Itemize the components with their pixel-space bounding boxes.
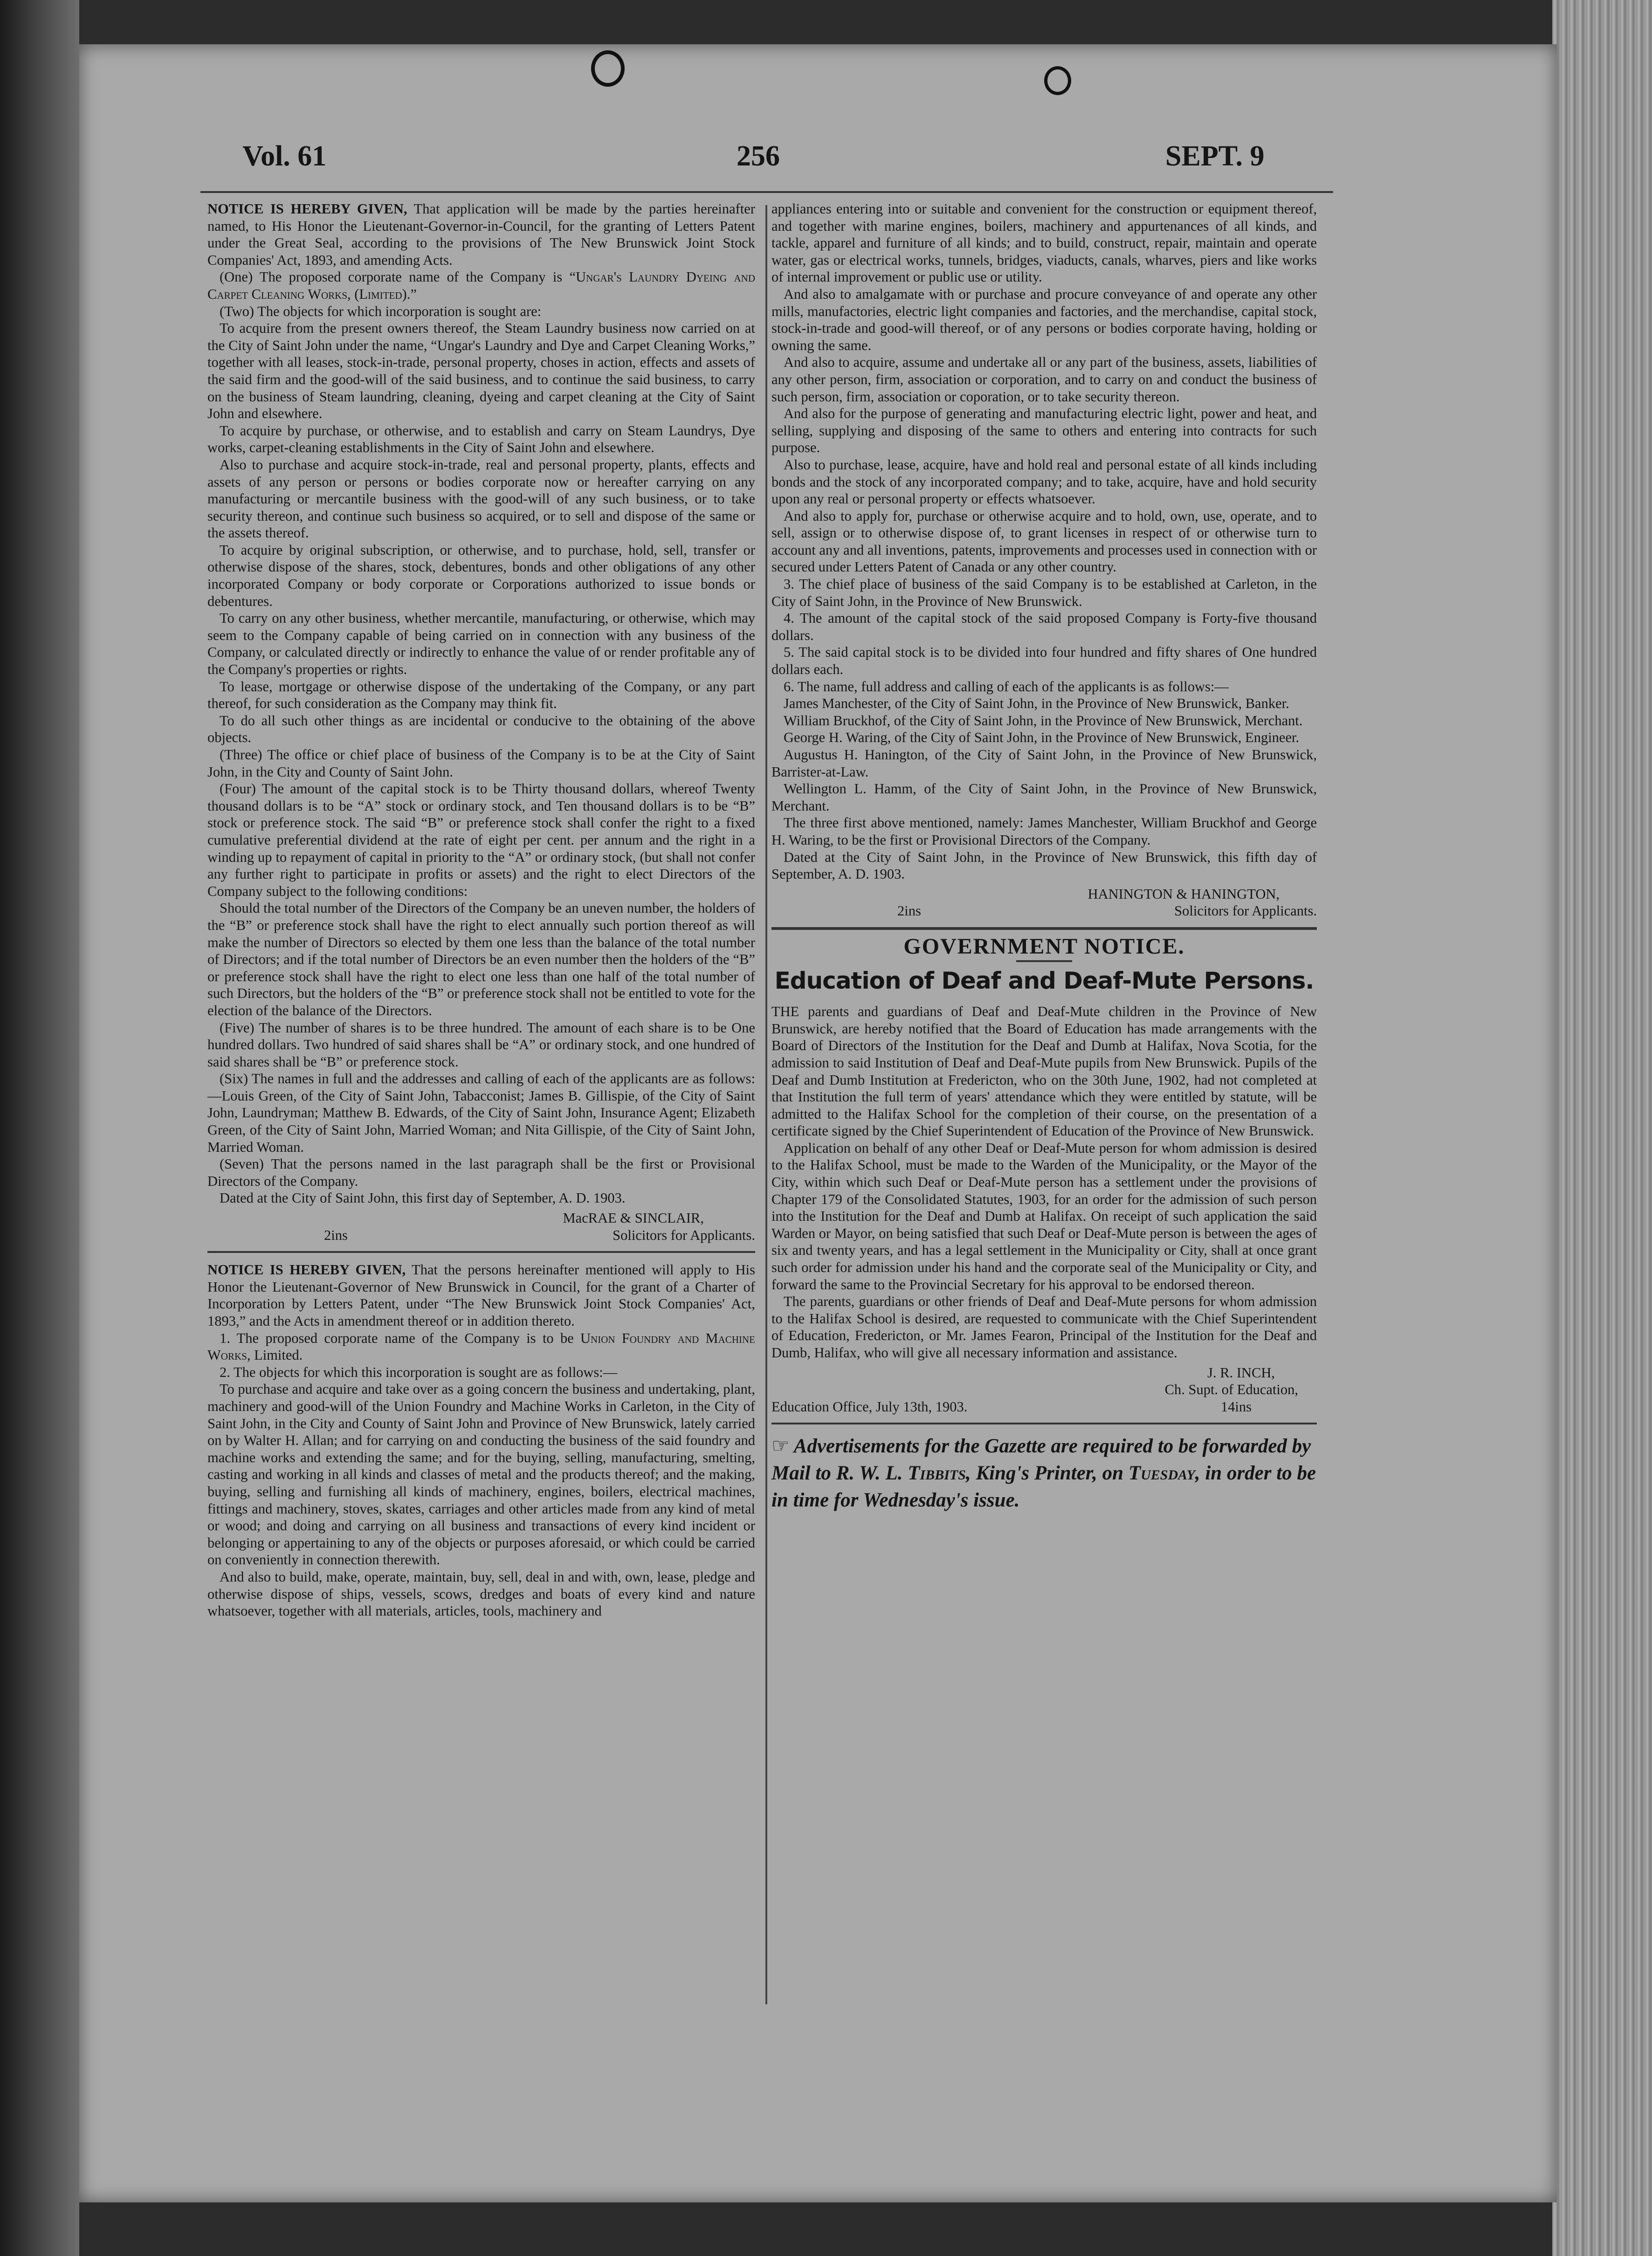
issue-date: SEPT. 9 bbox=[1165, 140, 1265, 172]
clause-three: (Three) The office or chief place of business of the Company is to be at the City of Saint John, in the City and County of Saint John. bbox=[207, 747, 755, 780]
scan-edge-left bbox=[0, 0, 79, 2256]
applicant-entry: Wellington L. Hamm, of the City of Saint John, in the Province of New Brunswick, Merchant. bbox=[771, 781, 1317, 814]
left-column bbox=[207, 200, 755, 1620]
continued-paragraph: And also to amalgamate with or purchase and procure conveyance of and operate any other mills, manufactories, electric light companies and factories, and the merchandise, capital stock, stock-in-trade and good-will thereof, or of any persons or bodies corporate having, holding or owning the same. bbox=[771, 286, 1317, 353]
continued-paragraph: And also to apply for, purchase or otherwise acquire and to hold, own, use, operate, and to sell, assign or to otherwise dispose of, to grant licenses in respect of or otherwise turn to account any and all inventions, patents, improvements and processes used in connection with or secured under Letters Patent of Canada or any other country. bbox=[771, 508, 1317, 575]
printer-name: R. W. L. Tibbits bbox=[836, 1462, 966, 1485]
page-header bbox=[154, 140, 1291, 191]
signer-role: Solicitors for Applicants. bbox=[613, 1227, 755, 1243]
clause-four-conditions: Should the total number of the Directors of the Company be an uneven number, the holders of the “B” or preference stock shall have the right to elect annually such portion thereof as will make the number of Directors so elected by them one less than the balance of the total number of Directors; and if the total number of Directors be an even number then the holders of the “B” or preference stock shall have the right to elect one less than one half of the total number of such Directors, but the holders of the “B” or preference stock shall not be entitled to vote for the election of the balance of the Directors. bbox=[207, 900, 755, 1018]
dated-line: Dated at the City of Saint John, in the Province of New Brunswick, this fifth day of September, A. D. 1903. bbox=[771, 849, 1317, 882]
union-object-1: To purchase and acquire and take over as a going concern the business and undertaking, plant, machinery and good-will of the Union Foundry and Machine Works in Carleton, in the City of Saint John, in the City and County of Saint John and Province of New Brunswick, lately carried on by Walter H. Allan; and for carrying on and conducting the business of the said foundry and machine works and extending the same; and for the buying, selling, manufacturing, smelting, casting and working in all kinds and classes of metal and the products thereof; and the making, buying, selling and furnishing all kinds of machinery, engines, boilers, electrical machines, fittings and machinery, stoves, skates, carriages and other articles made from any kind of metal or wood; and doing and carrying on all business and transactions of every kind incident or belonging or appertaining to any of the objects or purposes aforesaid, or which could be carried on conveniently in connection therewith. bbox=[207, 1381, 755, 1568]
education-notice-title: Education of Deaf and Deaf-Mute Persons. bbox=[774, 967, 1314, 994]
binding-ring-left bbox=[591, 50, 625, 87]
union-item-4: 4. The amount of the capital stock of the said proposed Company is Forty-five thousand dollars. bbox=[771, 610, 1317, 643]
union-object-2: And also to build, make, operate, maintain, buy, sell, deal in and with, own, lease, pledge and otherwise dispose of ships, vessels, scows, dredges and boats of every kind and nature whatsoever, together with all materials, articles, tools, machinery and bbox=[207, 1568, 755, 1619]
object-item: To carry on any other business, whether mercantile, manufacturing, or otherwise, which may seem to the Company capable of being carried on in connection with any business of the Company, or calculated directly or indirectly to enhance the value of or render profitable any of the Company's properties or rights. bbox=[207, 610, 755, 678]
union-item-5: 5. The said capital stock is to be divided into four hundred and fifty shares of One hundred dollars each. bbox=[771, 644, 1317, 678]
notice-lead: NOTICE IS HEREBY GIVEN, bbox=[207, 1262, 406, 1278]
section-separator bbox=[771, 927, 1317, 930]
signature-block bbox=[771, 886, 1317, 920]
signature-block bbox=[207, 1210, 755, 1244]
object-item: Also to purchase and acquire stock-in-trade, real and personal property, plants, effects and assets of any person or persons or bodies corporate now or hereafter carrying on any manufacturing or mercantile business with the good-will of any such business, or to take security thereon, and continue such business so acquired, or to sell and dispose of the same or the assets thereof. bbox=[207, 456, 755, 541]
applicant-entry: George H. Waring, of the City of Saint John, in the Province of New Brunswick, Engineer. bbox=[784, 729, 1300, 746]
notice-union-intro: NOTICE IS HEREBY GIVEN, That the persons hereinafter mentioned will apply to His Honor the Lieutenant-Governor of New Brunswick in Council, for the grant of a Charter of Incorporation by Letters Patent, under “The New Brunswick Joint Stock Companies' Act, 1893,” and the Acts in amendment thereof or in addition thereto. bbox=[207, 1262, 756, 1329]
continued-paragraph: And also to acquire, assume and undertake all or any part of the business, assets, liabilities of any other person, firm, association or corporation, and to carry on and conduct the business of such person, firm, association or coporation, or to take security thereon. bbox=[771, 354, 1317, 405]
notice-ungar-intro: NOTICE IS HEREBY GIVEN, That application will be made by the parties hereinafter named, to His Honor the Lieutenant-Governor-in-Council, for the granting of Letters Patent under the Great Seal, according to the provisions of The New Brunswick Joint Stock Companies' Act, 1893, and amending Acts. bbox=[207, 201, 756, 268]
object-item: To do all such other things as are incidental or conducive to the obtaining of the above objects. bbox=[207, 712, 755, 746]
page-number: 256 bbox=[737, 140, 780, 172]
object-item: To lease, mortgage or otherwise dispose of the undertaking of the Company, or any part thereof, for such consideration as the Company may think fit. bbox=[207, 678, 755, 712]
advert-separator bbox=[771, 1423, 1317, 1424]
insertion-count: 2ins bbox=[324, 1227, 348, 1243]
volume-label: Vol. 61 bbox=[242, 140, 327, 172]
page-stack-edge bbox=[1552, 0, 1652, 2256]
advertising-notice: ☞ Advertisements for the Gazette are required to be forwarded by Mail to R. W. L. Tibbits, King's Printer, on Tuesday, in order to be in time for Wednesday's issue. bbox=[771, 1435, 1316, 1512]
object-item: To acquire by purchase, or otherwise, and to establish and carry on Steam Laundrys, Dye works, carpet-cleaning establishments in the City of Saint John and elsewhere. bbox=[207, 422, 755, 456]
binding-ring-right bbox=[1044, 66, 1071, 95]
signer-name: HANINGTON & HANINGTON, bbox=[1088, 886, 1280, 902]
object-item: To acquire by original subscription, or otherwise, and to purchase, hold, sell, transfer or otherwise dispose of the shares, stock, debentures, bonds and other obligations of any other incorporated Company or body corporate or Corporations authorized to issue bonds or debentures. bbox=[207, 542, 755, 609]
union-item-2: 2. The objects for which this incorporation is sought are as follows:— bbox=[220, 1364, 618, 1380]
applicant-entry: Augustus H. Hanington, of the City of Saint John, in the Province of New Brunswick, Barrister-at-Law. bbox=[771, 747, 1317, 780]
education-signature bbox=[771, 1364, 1317, 1416]
signer-role: Solicitors for Applicants. bbox=[1174, 903, 1317, 919]
object-item: To acquire from the present owners thereof, the Steam Laundry business now carried on at the City of Saint John under the name, “Ungar's Laundry and Dye and Carpet Cleaning Works,” together with all leases, stock-in-trade, personal property, choses in action, effects and assets of the said firm and the good-will of the said business, and to continue the said business, to carry on the business of Steam laundring, cleaning, dyeing and carpet cleaning at the City of Saint John and elsewhere. bbox=[207, 320, 755, 422]
company-name: Union Foundry and Machine Works bbox=[207, 1330, 755, 1363]
pointing-hand-icon: ☞ bbox=[771, 1435, 790, 1458]
education-office-date: Education Office, July 13th, 1903. bbox=[771, 1398, 968, 1415]
education-paragraph: The parents, guardians or other friends of Deaf and Deaf-Mute persons for whom admission to the Halifax School is desired, are requested to communicate with the Chief Superintendent of Education, Fredericton, or Mr. James Fearon, Principal of the Institution for the Deaf and Dumb, Halifax, who will give all necessary information and assistance. bbox=[771, 1293, 1317, 1361]
signer-name: MacRAE & SINCLAIR, bbox=[563, 1210, 704, 1226]
clause-two: (Two) The objects for which incorporation is sought are: bbox=[220, 303, 542, 319]
notice-lead: NOTICE IS HEREBY GIVEN, bbox=[207, 201, 407, 217]
union-item-3: 3. The chief place of business of the said Company is to be established at Carleton, in the City of Saint John, in the Province of New Brunswick. bbox=[771, 576, 1317, 609]
clause-one: (One) The proposed corporate name of the Company is “Ungar's Laundry Dyeing and Carpet Cleaning Works, (Limited).” bbox=[207, 269, 755, 302]
header-rule bbox=[200, 191, 1333, 193]
applicant-entry: James Manchester, of the City of Saint John, in the Province of New Brunswick, Banker. bbox=[784, 695, 1289, 712]
clause-six: (Six) The names in full and the addresses and calling of each of the applicants are as follows:—Louis Green, of the City of Saint John, Tabacconist; James B. Gillispie, of the City of Saint John, Laundryman; Matthew B. Edwards, of the City of Saint John, Insurance Agent; Elizabeth Green, of the City of Saint John, Married Woman; and Nita Gillispie, of the City of Saint John, Married Woman. bbox=[207, 1071, 755, 1155]
continued-paragraph: And also for the purpose of generating and manufacturing electric light, power and heat, and selling, supplying and disposing of the same to others and entering into contracts for such purpose. bbox=[771, 406, 1317, 456]
continued-paragraph: Also to purchase, lease, acquire, have and hold real and personal estate of all kinds including bonds and the stock of any incorporated company; and to take, acquire, have and hold security upon any real or personal property or effects whatsoever. bbox=[771, 456, 1317, 507]
insertion-count: 14ins bbox=[1220, 1398, 1252, 1415]
dated-line: Dated at the City of Saint John, this first day of September, A. D. 1903. bbox=[220, 1190, 626, 1206]
signer-role: Ch. Supt. of Education, bbox=[1164, 1382, 1298, 1398]
deadline-day: Tuesday bbox=[1128, 1462, 1195, 1485]
company-name: Ungar's Laundry Dyeing and Carpet Cleaning Works, (Limited) bbox=[207, 269, 755, 302]
clause-five: (Five) The number of shares is to be three hundred. The amount of each share is to be One hundred dollars. Two hundred of said shares shall be “A” or ordinary stock, and one hundred of said shares shall be “B” or preference stock. bbox=[207, 1019, 755, 1070]
union-item-1: 1. The proposed corporate name of the Company is to be Union Foundry and Machine Works, Limited. bbox=[207, 1330, 755, 1363]
title-rule bbox=[1016, 960, 1072, 962]
government-notice-title: GOVERNMENT NOTICE. bbox=[903, 934, 1185, 959]
clause-four: (Four) The amount of the capital stock is to be Thirty thousand dollars, whereof Twenty thousand dollars is to be “A” stock or ordinary stock, and Ten thousand dollars is to be “B” stock or preference stock. The said “B” or preference stock shall confer the right to a fixed cumulative preferential dividend at the rate of eight per cent. per annum and the right in a winding up to repayment of capital in priority to the “A” or ordinary stock, (but shall not confer any further right to participate in profits or assets) and the right to elect Directors of the Company subject to the following conditions: bbox=[207, 781, 755, 899]
clause-seven: (Seven) That the persons named in the last paragraph shall be the first or Provisional Directors of the Company. bbox=[207, 1156, 755, 1189]
continued-paragraph: appliances entering into or suitable and convenient for the construction or equipment thereof, and together with marine engines, boilers, machinery and appurtenances of all kinds, and tackle, apparel and furniture of all kinds; and to build, construct, repair, maintain and operate water, gas or electrical works, tunnels, bridges, viaducts, canals, wharves, piers and like works of internal improvement or public use or utility. bbox=[771, 201, 1317, 285]
union-item-6: 6. The name, full address and calling of each of the applicants is as follows:— bbox=[784, 678, 1229, 695]
signer-name: J. R. INCH, bbox=[1207, 1364, 1275, 1381]
applicant-entry: William Bruckhof, of the City of Saint John, in the Province of New Brunswick, Merchant. bbox=[784, 712, 1303, 729]
directors-paragraph: The three first above mentioned, namely: James Manchester, William Bruckhof and George H. Waring, to be the first or Provisional Directors of the Company. bbox=[771, 815, 1317, 848]
notice-separator bbox=[207, 1251, 755, 1253]
column-divider bbox=[765, 205, 767, 2004]
right-column bbox=[771, 200, 1317, 1514]
insertion-count: 2ins bbox=[897, 903, 921, 919]
education-paragraph: Application on behalf of any other Deaf or Deaf-Mute person for whom admission is desired to the Halifax School, must be made to the Warden of the Municipality, or the Mayor of the City, within which such Deaf or Deaf-Mute person has a settlement under the provisions of Chapter 179 of the Consolidated Statutes, 1903, for an order for the admission of such person into the Institution for the Deaf and Dumb at Halifax. On receipt of such application the said Warden or Mayor, on being satisfied that such Deaf or Deaf-Mute person is between the ages of six and twenty years, and has a legal settlement in the Municipality or City, shall at once grant such order for admission under his hand and the corporate seal of the Municipality or City, and forward the same to the Provincial Secretary for his approval to be endorsed thereon. bbox=[771, 1140, 1317, 1293]
education-paragraph: THE parents and guardians of Deaf and Deaf-Mute children in the Province of New Brunswick, are hereby notified that the Board of Education has made arrangements with the Board of Directors of the Institution for the Deaf and Dumb at Halifax, Nova Scotia, for the admission to said Institution of Deaf and Deaf-Mute pupils from New Brunswick. Pupils of the Deaf and Dumb Institution at Fredericton, who on the 30th June, 1902, had not completed at that Institution the full term of years' attendance which they were entitled by statute, will be admitted to the Halifax School for the completion of their course, on the presentation of a certificate signed by the Chief Superintendent of Education of the Province of New Brunswick. bbox=[771, 1004, 1317, 1139]
